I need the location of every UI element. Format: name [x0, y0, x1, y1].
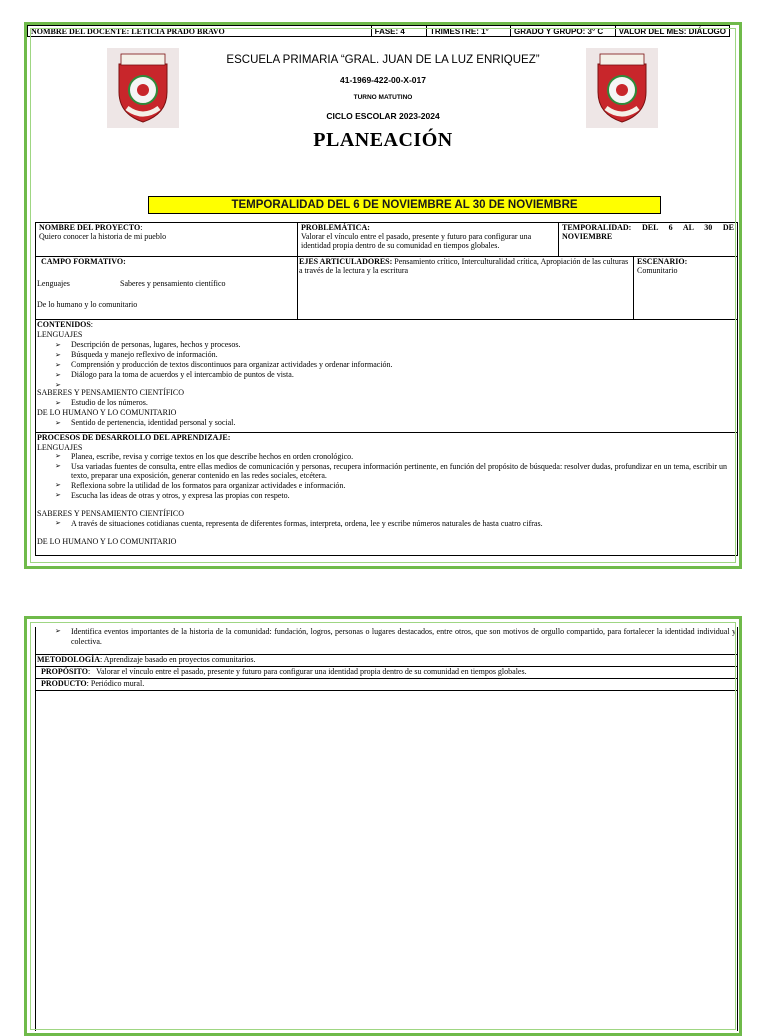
temporalidad-value: DEL 6 AL 30 DE NOVIEMBRE — [562, 223, 735, 241]
campo-cell — [35, 256, 298, 320]
contenidos-saberes: SABERES Y PENSAMIENTO CIENTÍFICO — [37, 388, 185, 397]
escenario-label: ESCENARIO: — [637, 257, 688, 266]
fase: FASE: 4 — [372, 26, 427, 36]
docente-name: NOMBRE DEL DOCENTE: LETICIA PRADO BRAVO — [28, 26, 372, 36]
campo-item: De lo humano y lo comunitario — [37, 300, 138, 309]
problematica-cell — [297, 222, 559, 257]
contenidos-section: CONTENIDOS: LENGUAJES ➢ Descripción de personas, lugares, hechos y procesos. ➢ Búsqueda y manejo reflexivo de información. ➢ Comprensión y producción de textos discontinuos para organizar actividades y ordenar información. ➢ Diálogo para la toma de acuerdos y el intercambio de puntos de vista. ➢ SABERES Y PENSAMIENTO CIENTÍFICO ➢ Estudio de los números. DE LO HUMANO Y LO COMUNITARIO ➢ Sentido de pertenencia, identidad personal y social. — [35, 319, 738, 433]
procesos-lenguajes: LENGUAJES — [37, 442, 83, 452]
procesos-lenguajes-list — [37, 452, 736, 500]
temporalidad-cell — [558, 222, 738, 257]
list-item: ➢ A través de situaciones cotidianas cuenta, representa de diferentes formas, interpreta, ordena, lee y escribe números naturales de hasta cuatro cifras. — [55, 519, 736, 529]
proposito-label: PROPÓSITO — [41, 667, 88, 676]
proyecto-value: Quiero conocer la historia de mi pueblo — [39, 232, 167, 241]
list-item: ➢ Descripción de personas, lugares, hechos y procesos. — [55, 340, 736, 350]
producto-value: Periódico mural. — [90, 679, 145, 688]
metodologia-row: METODOLOGÍA: Aprendizaje basado en proyectos comunitarios. — [35, 655, 738, 667]
list-item — [55, 380, 736, 388]
contenidos-lenguajes-list — [37, 340, 736, 388]
humano-continuation — [35, 627, 738, 655]
contenidos-label: CONTENIDOS — [37, 320, 91, 329]
list-item: ➢ Sentido de pertenencia, identidad personal y social. — [55, 418, 736, 428]
proyecto-label: NOMBRE DEL PROYECTO — [39, 223, 141, 232]
trimestre: TRIMESTRE: 1° — [427, 26, 511, 36]
list-item: ➢ Reflexiona sobre la utilidad de los formatos para organizar actividades e información. — [55, 481, 736, 491]
producto-row: PRODUCTO: Periódico mural. — [35, 679, 738, 691]
contenidos-lenguajes: LENGUAJES — [37, 330, 83, 339]
procesos-section — [35, 432, 738, 556]
empty-area — [35, 691, 738, 1031]
list-item: ➢ Usa variadas fuentes de consulta, entre ellas medios de comunicación y personas, recupera información pertinente, en función del propósito de búsqueda: resolver dudas, profundizar en un tema, escribir un texto, preparar una exposición, generar contenido en las redes sociales, etcétera. — [55, 462, 736, 481]
contenidos-humano: DE LO HUMANO Y LO COMUNITARIO — [37, 408, 177, 417]
metodologia-label: METODOLOGÍA — [37, 655, 100, 664]
procesos-humano: DE LO HUMANO Y LO COMUNITARIO — [37, 537, 177, 547]
proposito-value: Valorar el vínculo entre el pasado, presente y futuro para configurar una identidad propia dentro de su comunidad en tiempos globales. — [96, 667, 527, 676]
school-name: ESCUELA PRIMARIA “GRAL. JUAN DE LA LUZ ENRIQUEZ” — [226, 54, 540, 66]
shift: TURNO MATUTINO — [353, 94, 413, 101]
procesos-saberes: SABERES Y PENSAMIENTO CIENTÍFICO — [37, 509, 185, 519]
problematica-label: PROBLEMÁTICA: — [301, 223, 370, 232]
contenidos-humano-list — [37, 418, 736, 428]
info-row — [27, 25, 730, 37]
producto-label: PRODUCTO — [41, 679, 87, 688]
proposito-row: PROPÓSITO: Valorar el vínculo entre el pasado, presente y futuro para configurar una identidad propia dentro de su comunidad en tiempos globales. — [35, 667, 738, 679]
humano-list — [37, 627, 736, 646]
document-title: PLANEACIÓN — [313, 129, 453, 151]
procesos-saberes-list — [37, 519, 736, 529]
ejes-cell — [297, 256, 634, 320]
school-code: 41-1969-422-00-X-017 — [339, 75, 426, 85]
list-item: ➢ Planea, escribe, revisa y corrige textos en los que describe hechos en orden cronológico. — [55, 452, 736, 462]
procesos-label: PROCESOS DE DESARROLLO DEL APRENDIZAJE: — [37, 433, 231, 442]
list-item: ➢ Diálogo para la toma de acuerdos y el intercambio de puntos de vista. — [55, 370, 736, 380]
campo-item: Saberes y pensamiento científico — [120, 279, 226, 288]
list-item: ➢ Comprensión y producción de textos discontinuos para organizar actividades y ordenar información. — [55, 360, 736, 370]
temporalidad-banner: TEMPORALIDAD DEL 6 DE NOVIEMBRE AL 30 DE NOVIEMBRE — [148, 196, 661, 214]
list-item: ➢ Búsqueda y manejo reflexivo de información. — [55, 350, 736, 360]
list-item: ➢ Escucha las ideas de otras y otros, y expresa las propias con respeto. — [55, 491, 736, 501]
ejes-label: EJES ARTICULADORES: — [299, 257, 393, 266]
campo-item: Lenguajes — [37, 279, 70, 288]
ejes-value: Pensamiento crítico, Interculturalidad crítica, Apropiación de las culturas a través de la lectura y la escritura — [299, 257, 629, 275]
grado-grupo: GRADO Y GRUPO: 3° C — [511, 26, 616, 36]
proyecto-cell: NOMBRE DEL PROYECTO: Quiero conocer la historia de mi pueblo — [35, 222, 298, 257]
list-item: ➢ Estudio de los números. — [55, 398, 736, 408]
temporalidad-label: TEMPORALIDAD: — [562, 223, 632, 232]
metodologia-value: Aprendizaje basado en proyectos comunitarios. — [103, 655, 256, 664]
campo-label: CAMPO FORMATIVO: — [41, 257, 126, 266]
contenidos-saberes-list — [37, 398, 736, 408]
escenario-value: Comunitario — [637, 266, 678, 275]
valor-mes: VALOR DEL MES: DIÁLOGO — [618, 27, 726, 36]
document-page-2 — [24, 616, 742, 1036]
school-year: CICLO ESCOLAR 2023-2024 — [326, 111, 440, 121]
document-page-1 — [24, 22, 742, 569]
problematica-value: Valorar el vínculo entre el pasado, presente y futuro para configurar una identidad propia dentro de su comunidad en tiempos globales. — [301, 232, 532, 250]
list-item: ➢ Identifica eventos importantes de la historia de la comunidad: fundación, logros, personas o lugares destacados, entre otros, que son motivos de orgullo compartido, para fortalecer la identidad individual y colectiva. — [55, 627, 736, 646]
escenario-cell — [633, 256, 738, 320]
